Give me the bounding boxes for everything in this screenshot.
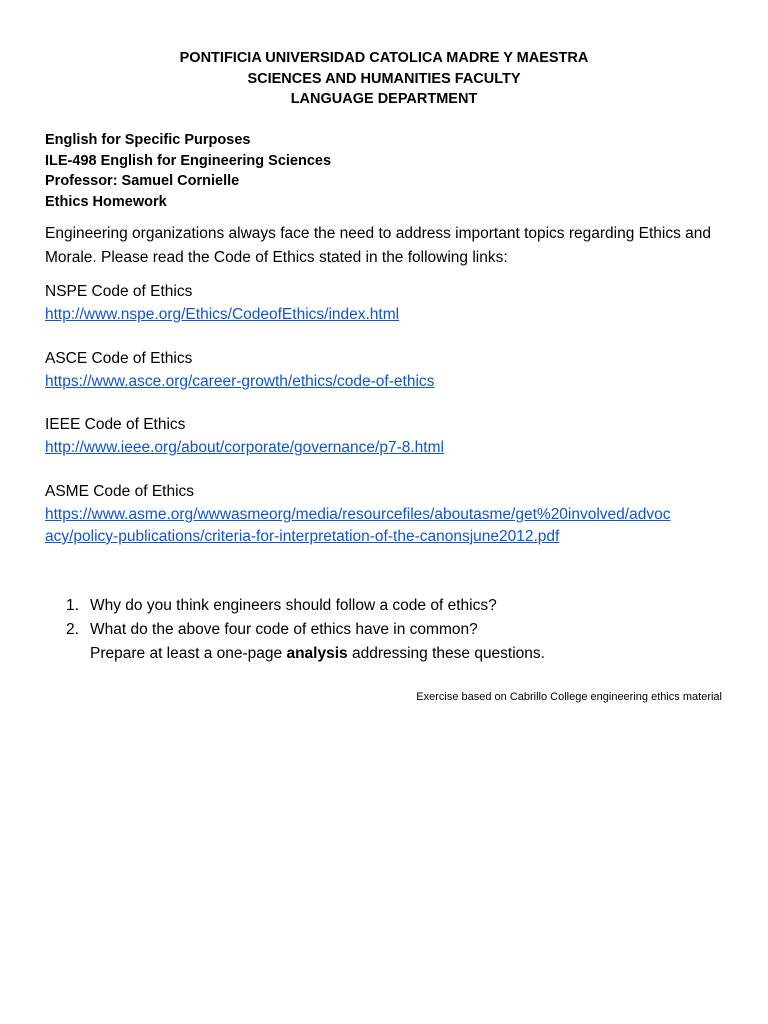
university-name: PONTIFICIA UNIVERSIDAD CATOLICA MADRE Y MAESTRA <box>179 50 589 66</box>
professor-name: Professor: Samuel Cornielle <box>45 173 240 189</box>
instruction-text-end: addressing these questions. <box>347 645 545 662</box>
code-entry-nspe <box>45 281 735 326</box>
course-info <box>45 130 331 212</box>
code-entry-asce <box>45 348 735 393</box>
code-entry-ieee <box>45 414 735 459</box>
link-nspe[interactable]: http://www.nspe.org/Ethics/CodeofEthics/index.html <box>45 305 400 323</box>
intro-paragraph: Engineering organizations always face the need to address important topics regarding Ethics and Morale. Please read the Code of Ethics stated in the following links: <box>45 225 712 266</box>
institution-header <box>0 48 768 110</box>
list-item <box>66 618 726 642</box>
list-item <box>66 594 726 618</box>
assignment-title: Ethics Homework <box>45 193 167 210</box>
course-code-title: ILE-498 English for Engineering Sciences <box>45 152 332 169</box>
code-title-asce: ASCE Code of Ethics <box>45 350 193 367</box>
code-entry-asme <box>45 481 735 549</box>
link-asme-part1[interactable]: https://www.asme.org/wwwasmeorg/media/resourcefiles/aboutasme/get%20involved/advoc <box>45 505 671 523</box>
instruction-line <box>66 642 726 666</box>
question-number: 1. <box>66 597 79 614</box>
link-asce[interactable]: https://www.asce.org/career-growth/ethics/code-of-ethics <box>45 372 435 390</box>
question-text: What do the above four code of ethics have in common? <box>90 621 478 638</box>
code-title-nspe: NSPE Code of Ethics <box>45 283 193 300</box>
department-name: LANGUAGE DEPARTMENT <box>290 91 478 107</box>
question-list <box>66 594 726 666</box>
instruction-text-start: Prepare at least a one-page <box>90 645 287 662</box>
course-subject: English for Specific Purposes <box>45 132 251 148</box>
link-asme-part2[interactable]: acy/policy-publications/criteria-for-interpretation-of-the-canonsjune2012.pdf <box>45 528 560 545</box>
instruction-emphasis: analysis <box>286 645 348 662</box>
question-text: Why do you think engineers should follow a code of ethics? <box>90 597 497 614</box>
question-number: 2. <box>66 621 79 638</box>
source-footnote: Exercise based on Cabrillo College engineering ethics material <box>416 691 722 703</box>
code-title-asme: ASME Code of Ethics <box>45 483 195 500</box>
code-title-ieee: IEEE Code of Ethics <box>45 416 186 433</box>
link-ieee[interactable]: http://www.ieee.org/about/corporate/governance/p7-8.html <box>45 438 444 456</box>
faculty-name: SCIENCES AND HUMANITIES FACULTY <box>247 70 521 87</box>
